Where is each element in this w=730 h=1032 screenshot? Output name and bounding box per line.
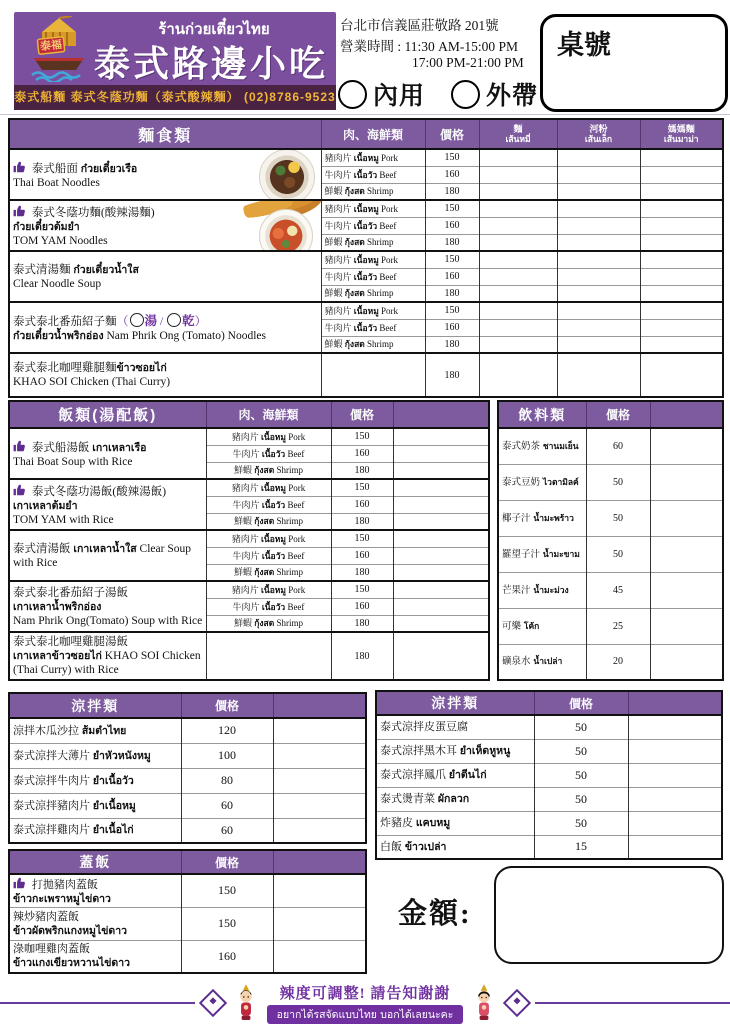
- empty-header: [628, 691, 722, 715]
- meat-option-shrimp: 鮮蝦 กุ้งสด Shrimp: [321, 234, 425, 251]
- qty-cell[interactable]: [557, 285, 640, 302]
- thumbs-up-icon: [13, 160, 27, 174]
- price-value: 150: [425, 302, 479, 319]
- qty-cell[interactable]: [628, 739, 722, 763]
- hours-label: 營業時間 :: [340, 39, 402, 54]
- meat-header: 肉、海鮮類: [321, 119, 425, 149]
- meat-option-beef: 牛肉片 เนื้อวัว Beef: [206, 445, 331, 462]
- qty-cell[interactable]: [557, 268, 640, 285]
- price-value: 50: [586, 536, 650, 572]
- salad-black-fungus: 泰式涼拌黑木耳 ยำเห็ดหูหนู: [376, 739, 534, 763]
- menu-item-tom-yam-rice: 泰式冬蔭功湯飯(酸辣湯飯) เกาเหลาต้มยำ TOM YAM with Rice: [9, 479, 206, 530]
- menu-item-nam-phrik-ong-rice: 泰式泰北番茄紹子湯飯 เกาเหลาน้ำพริกอ่อง Nam Phrik Ong(Tomato) Soup with Rice: [9, 581, 206, 632]
- price-value: 120: [181, 718, 273, 743]
- qty-cell[interactable]: [479, 251, 557, 268]
- qty-cell[interactable]: [479, 285, 557, 302]
- price-value: 60: [586, 428, 650, 464]
- price-value: 160: [181, 940, 273, 973]
- price-value: 60: [181, 818, 273, 843]
- takeout-label: 外帶: [486, 83, 539, 110]
- price-value: 150: [331, 428, 393, 445]
- price-value: 150: [425, 149, 479, 166]
- price-header: 價格: [534, 691, 628, 715]
- price-value: 45: [586, 572, 650, 608]
- qty-cell[interactable]: [640, 353, 723, 397]
- dine-in-circle[interactable]: [338, 80, 367, 109]
- salad-century-egg-tofu: 泰式涼拌皮蛋豆腐: [376, 715, 534, 739]
- meat-option-shrimp: 鮮蝦 กุ้งสด Shrimp: [206, 564, 331, 581]
- price-value: 160: [425, 268, 479, 285]
- price-value: 160: [331, 598, 393, 615]
- header-divider: [0, 114, 730, 115]
- price-header: 價格: [181, 693, 273, 718]
- qty-cell[interactable]: [557, 336, 640, 353]
- qty-cell[interactable]: [273, 743, 366, 768]
- thai-girl-icon: [473, 984, 495, 1022]
- qty-cell[interactable]: [557, 302, 640, 319]
- meat-option-pork: 豬肉片 เนื้อหมู Pork: [206, 530, 331, 547]
- table-number-label: 桌號: [557, 30, 611, 60]
- banner-thai-title: ร้านก่วยเตี๋ยวไทย: [158, 20, 270, 38]
- price-value: 50: [586, 500, 650, 536]
- qty-cell[interactable]: [479, 217, 557, 234]
- qty-cell[interactable]: [640, 183, 723, 200]
- menu-item-clear-noodle-soup: 泰式清湯麵 ก๋วยเตี๋ยวน้ำใส Clear Noodle Soup: [9, 251, 321, 302]
- price-value: 180: [425, 336, 479, 353]
- hours-value-1: 11:30 AM-15:00 PM: [404, 39, 519, 54]
- qty-cell[interactable]: [393, 615, 489, 632]
- qty-cell[interactable]: [557, 353, 640, 397]
- price-value: 160: [425, 319, 479, 336]
- qty-cell[interactable]: [393, 581, 489, 598]
- cold-dish-table-left: [8, 692, 365, 844]
- price-header: 價格: [425, 119, 479, 149]
- business-hours-line1: [340, 35, 518, 55]
- meat-option-beef: 牛肉片 เนื้อวัว Beef: [321, 268, 425, 285]
- drink-mango-juice: 芒果汁 น้ำมะม่วง: [498, 572, 586, 608]
- qty-cell[interactable]: [640, 319, 723, 336]
- meat-option-pork: 豬肉片 เนื้อหมู Pork: [321, 302, 425, 319]
- price-value: 180: [425, 285, 479, 302]
- qty-cell[interactable]: [273, 768, 366, 793]
- qty-cell[interactable]: [640, 268, 723, 285]
- rice-soup-menu-table: [8, 400, 488, 681]
- logo-flag-text: 泰福: [39, 38, 63, 54]
- qty-cell[interactable]: [557, 200, 640, 217]
- meat-option-pork: 豬肉片 เนื้อหมู Pork: [206, 428, 331, 445]
- total-amount-box[interactable]: [494, 866, 724, 964]
- meat-option-beef: 牛肉片 เนื้อวัว Beef: [321, 217, 425, 234]
- price-value: 180: [425, 234, 479, 251]
- meat-option-beef: 牛肉片 เนื้อวัว Beef: [206, 496, 331, 513]
- qty-cell[interactable]: [479, 353, 557, 397]
- qty-cell[interactable]: [479, 149, 557, 166]
- meat-cell-empty: [206, 632, 331, 680]
- qty-cell[interactable]: [393, 547, 489, 564]
- qty-cell[interactable]: [273, 793, 366, 818]
- bowl-basil-pork: 打拋豬肉蓋飯 ข้าวกะเพราหมูไข่ดาว: [9, 874, 181, 907]
- qty-cell[interactable]: [273, 874, 366, 907]
- meat-header: 肉、海鮮類: [206, 401, 331, 428]
- qty-cell[interactable]: [628, 811, 722, 835]
- price-value: 180: [331, 615, 393, 632]
- price-header: 價格: [586, 401, 650, 428]
- meat-option-beef: 牛肉片 เนื้อวัว Beef: [321, 166, 425, 183]
- drink-coconut-juice: 椰子汁 น้ำมะพร้าว: [498, 500, 586, 536]
- price-value: 150: [331, 581, 393, 598]
- meat-option-pork: 豬肉片 เนื้อหมู Pork: [321, 251, 425, 268]
- noodle-type-header-flat: 河粉 เส้นเล็ก: [557, 119, 640, 149]
- drink-mineral-water: 礦泉水 น้ำเปล่า: [498, 644, 586, 680]
- qty-cell[interactable]: [273, 907, 366, 940]
- menu-item-boat-noodles: 泰式船面 ก๋วยเตี๋ยวเรือ Thai Boat Noodles: [9, 149, 321, 200]
- meat-option-pork: 豬肉片 เนื้อหมู Pork: [206, 581, 331, 598]
- meat-option-beef: 牛肉片 เนื้อวัว Beef: [206, 547, 331, 564]
- price-value: 160: [331, 445, 393, 462]
- qty-cell[interactable]: [640, 166, 723, 183]
- qty-cell[interactable]: [557, 166, 640, 183]
- qty-cell[interactable]: [640, 200, 723, 217]
- footer-message-th: อยากได้รสจัดแบบไทย บอกได้เลยนะคะ: [267, 1005, 464, 1024]
- noodle-category-header: 麵食類: [9, 119, 321, 149]
- empty-header: [273, 850, 366, 874]
- fried-pork-skin: 炸豬皮 แคบหมู: [376, 811, 534, 835]
- qty-cell[interactable]: [479, 268, 557, 285]
- noodle-type-header-thin: 麵 เส้นหมี่: [479, 119, 557, 149]
- plain-rice: 白飯 ข้าวเปล่า: [376, 835, 534, 859]
- restaurant-address: 台北市信義區莊敬路 201號: [340, 18, 499, 33]
- footer-line-left: [0, 1002, 195, 1004]
- price-value: 50: [534, 787, 628, 811]
- qty-cell[interactable]: [479, 319, 557, 336]
- footer-banner: [0, 982, 730, 1024]
- meat-cell-empty: [321, 353, 425, 397]
- qty-cell[interactable]: [640, 336, 723, 353]
- diamond-ornament-right: [503, 989, 531, 1017]
- qty-cell[interactable]: [557, 251, 640, 268]
- qty-cell[interactable]: [640, 251, 723, 268]
- price-value: 50: [534, 715, 628, 739]
- order-type-options: [338, 76, 538, 112]
- price-value: 150: [425, 200, 479, 217]
- empty-header: [650, 401, 723, 428]
- price-value: 180: [331, 513, 393, 530]
- meat-option-shrimp: 鮮蝦 กุ้งสด Shrimp: [321, 336, 425, 353]
- qty-cell[interactable]: [640, 217, 723, 234]
- boat-logo-icon: [26, 16, 92, 82]
- price-value: 150: [331, 479, 393, 496]
- menu-item-khao-soi-rice: 泰式泰北咖哩雞腿湯飯 เกาเหลาข้าวซอยไก่ KHAO SOI Chicken (Thai Curry) with Rice: [9, 632, 206, 680]
- qty-cell[interactable]: [273, 718, 366, 743]
- qty-cell[interactable]: [628, 787, 722, 811]
- thumbs-up-icon: [13, 876, 27, 890]
- qty-cell[interactable]: [393, 428, 489, 445]
- qty-cell[interactable]: [640, 285, 723, 302]
- drinks-category-header: 飲料類: [498, 401, 586, 428]
- qty-cell[interactable]: [557, 217, 640, 234]
- price-value: 160: [331, 496, 393, 513]
- price-value: 150: [425, 251, 479, 268]
- price-header: 價格: [181, 850, 273, 874]
- salad-pork: 泰式涼拌豬肉片 ยำเนื้อหมู: [9, 793, 181, 818]
- meat-option-beef: 牛肉片 เนื้อวัว Beef: [321, 319, 425, 336]
- thai-boy-icon: [235, 984, 257, 1022]
- diamond-ornament-left: [198, 989, 226, 1017]
- qty-cell[interactable]: [557, 183, 640, 200]
- qty-cell[interactable]: [479, 200, 557, 217]
- qty-cell[interactable]: [650, 428, 723, 464]
- drink-cola: 可樂 โค้ก: [498, 608, 586, 644]
- cold-dish-header: 涼拌類: [376, 691, 534, 715]
- qty-cell[interactable]: [650, 572, 723, 608]
- thumbs-up-icon: [13, 204, 27, 218]
- drink-soy-milk: 泰式豆奶 ไวตามิลค์: [498, 464, 586, 500]
- rice-category-header: 飯類(湯配飯): [9, 401, 206, 428]
- price-value: 50: [534, 739, 628, 763]
- qty-cell[interactable]: [393, 445, 489, 462]
- qty-cell[interactable]: [628, 715, 722, 739]
- price-value: 20: [586, 644, 650, 680]
- qty-cell[interactable]: [479, 302, 557, 319]
- price-value: 15: [534, 835, 628, 859]
- food-photo-boat-noodles: [259, 149, 315, 200]
- qty-cell[interactable]: [273, 940, 366, 973]
- price-value: 50: [586, 464, 650, 500]
- meat-option-pork: 豬肉片 เนื้อหมู Pork: [321, 200, 425, 217]
- price-value: 160: [425, 166, 479, 183]
- menu-item-clear-soup-rice: 泰式清湯飯 เกาเหลาน้ำใส Clear Soup with Rice: [9, 530, 206, 581]
- qty-cell[interactable]: [640, 234, 723, 251]
- qty-cell[interactable]: [479, 183, 557, 200]
- menu-item-khao-soi-noodles: 泰式泰北咖哩雞腿麵ข้าวซอยไก่ KHAO SOI Chicken (Thai Curry): [9, 353, 321, 397]
- price-value: 60: [181, 793, 273, 818]
- footer-line-right: [535, 1002, 730, 1004]
- price-value: 180: [331, 564, 393, 581]
- qty-cell[interactable]: [479, 336, 557, 353]
- cold-dish-table-right: [375, 690, 721, 860]
- price-value: 180: [331, 462, 393, 479]
- qty-cell[interactable]: [650, 464, 723, 500]
- price-value: 50: [534, 811, 628, 835]
- blanched-vegetables: 泰式燙青菜 ผักลวก: [376, 787, 534, 811]
- qty-cell[interactable]: [393, 530, 489, 547]
- noodle-type-header-mama: 媽媽麵 เส้นมาม่า: [640, 119, 723, 149]
- qty-cell[interactable]: [393, 462, 489, 479]
- price-value: 180: [425, 353, 479, 397]
- qty-cell[interactable]: [640, 302, 723, 319]
- meat-option-shrimp: 鮮蝦 กุ้งสด Shrimp: [206, 462, 331, 479]
- meat-option-shrimp: 鮮蝦 กุ้งสด Shrimp: [206, 513, 331, 530]
- qty-cell[interactable]: [557, 149, 640, 166]
- salad-som-tam: 涼拌木瓜沙拉 ส้มตำไทย: [9, 718, 181, 743]
- takeout-circle[interactable]: [451, 80, 480, 109]
- price-value: 80: [181, 768, 273, 793]
- qty-cell[interactable]: [393, 496, 489, 513]
- price-value: 25: [586, 608, 650, 644]
- table-number-box[interactable]: [540, 14, 728, 112]
- qty-cell[interactable]: [273, 818, 366, 843]
- meat-option-shrimp: 鮮蝦 กุ้งสด Shrimp: [321, 183, 425, 200]
- salad-pork-skin-slice: 泰式涼拌大薄片 ยำหัวหนังหมู: [9, 743, 181, 768]
- bowl-green-curry-chicken: 淥咖哩雞肉蓋飯 ข้าวแกงเขียวหวานไข่ดาว: [9, 940, 181, 973]
- qty-cell[interactable]: [557, 234, 640, 251]
- drink-tamarind-juice: 羅望子汁 น้ำมะขาม: [498, 536, 586, 572]
- price-value: 150: [181, 874, 273, 907]
- rice-bowl-table: [8, 849, 365, 974]
- qty-cell[interactable]: [640, 149, 723, 166]
- soup-option-circle[interactable]: [130, 313, 144, 327]
- thumbs-up-icon: [13, 483, 27, 497]
- total-amount-label: 金額:: [398, 898, 472, 930]
- qty-cell[interactable]: [479, 166, 557, 183]
- dine-in-label: 內用: [373, 83, 426, 110]
- price-value: 100: [181, 743, 273, 768]
- meat-option-pork: 豬肉片 เนื้อหมู Pork: [206, 479, 331, 496]
- drink-thai-milk-tea: 泰式奶茶 ชานมเย็น: [498, 428, 586, 464]
- footer-message: [267, 982, 464, 1024]
- qty-cell[interactable]: [479, 234, 557, 251]
- qty-cell[interactable]: [393, 479, 489, 496]
- menu-item-tom-yam-noodles: 泰式冬蔭功麵(酸辣湯麵) ก๋วยเตี๋ยวต้มยำ TOM YAM Noodles: [9, 200, 321, 251]
- thumbs-up-icon: [13, 439, 27, 453]
- qty-cell[interactable]: [393, 598, 489, 615]
- cold-dish-header: 涼拌類: [9, 693, 181, 718]
- meat-option-shrimp: 鮮蝦 กุ้งสด Shrimp: [321, 285, 425, 302]
- dry-option-circle[interactable]: [167, 313, 181, 327]
- footer-message-zh: 辣度可調整! 請告知謝謝: [279, 986, 451, 1002]
- qty-cell[interactable]: [650, 536, 723, 572]
- price-header: 價格: [331, 401, 393, 428]
- price-value: 150: [331, 530, 393, 547]
- meat-option-beef: 牛肉片 เนื้อวัว Beef: [206, 598, 331, 615]
- salad-chicken-feet: 泰式涼拌鳳爪 ยำตีนไก่: [376, 763, 534, 787]
- price-value: 180: [331, 632, 393, 680]
- price-value: 150: [181, 907, 273, 940]
- restaurant-banner: [14, 12, 336, 110]
- drinks-menu-table: [497, 400, 722, 681]
- menu-item-nam-phrik-ong-noodles: 泰式泰北番茄紹子麵（ 湯 / 乾） ก๋วยเตี๋ยวน้ำพริกอ่อง Nam Phrik Ong (Tomato) Noodles: [9, 302, 321, 353]
- empty-header: [393, 401, 489, 428]
- qty-cell[interactable]: [557, 319, 640, 336]
- price-value: 50: [534, 763, 628, 787]
- qty-cell[interactable]: [628, 835, 722, 859]
- food-photo-tom-yam: [259, 209, 313, 251]
- banner-subtitle-phone: 泰式船麵 泰式冬蔭功麵（泰式酸辣麵） (02)8786-9523: [14, 85, 336, 110]
- business-hours-line2: 17:00 PM-21:00 PM: [412, 55, 524, 70]
- price-value: 160: [331, 547, 393, 564]
- meat-option-shrimp: 鮮蝦 กุ้งสด Shrimp: [206, 615, 331, 632]
- price-value: 180: [425, 183, 479, 200]
- rice-bowl-header: 蓋飯: [9, 850, 181, 874]
- qty-cell[interactable]: [393, 513, 489, 530]
- meat-option-pork: 豬肉片 เนื้อหมู Pork: [321, 149, 425, 166]
- qty-cell[interactable]: [393, 632, 489, 680]
- salad-chicken: 泰式涼拌雞肉片 ยำเนื้อไก่: [9, 818, 181, 843]
- banner-main-title: 泰式路邊小吃: [94, 43, 329, 84]
- qty-cell[interactable]: [650, 608, 723, 644]
- bowl-spicy-pork: 辣炒豬肉蓋飯 ข้าวผัดพริกแกงหมูไข่ดาว: [9, 907, 181, 940]
- qty-cell[interactable]: [650, 500, 723, 536]
- price-value: 160: [425, 217, 479, 234]
- empty-header: [273, 693, 366, 718]
- noodle-menu-table: [8, 118, 722, 398]
- qty-cell[interactable]: [393, 564, 489, 581]
- qty-cell[interactable]: [628, 763, 722, 787]
- menu-item-boat-soup-rice: 泰式船湯飯 เกาเหลาเรือ Thai Boat Soup with Rice: [9, 428, 206, 479]
- qty-cell[interactable]: [650, 644, 723, 680]
- salad-beef: 泰式涼拌牛肉片 ยำเนื้อวัว: [9, 768, 181, 793]
